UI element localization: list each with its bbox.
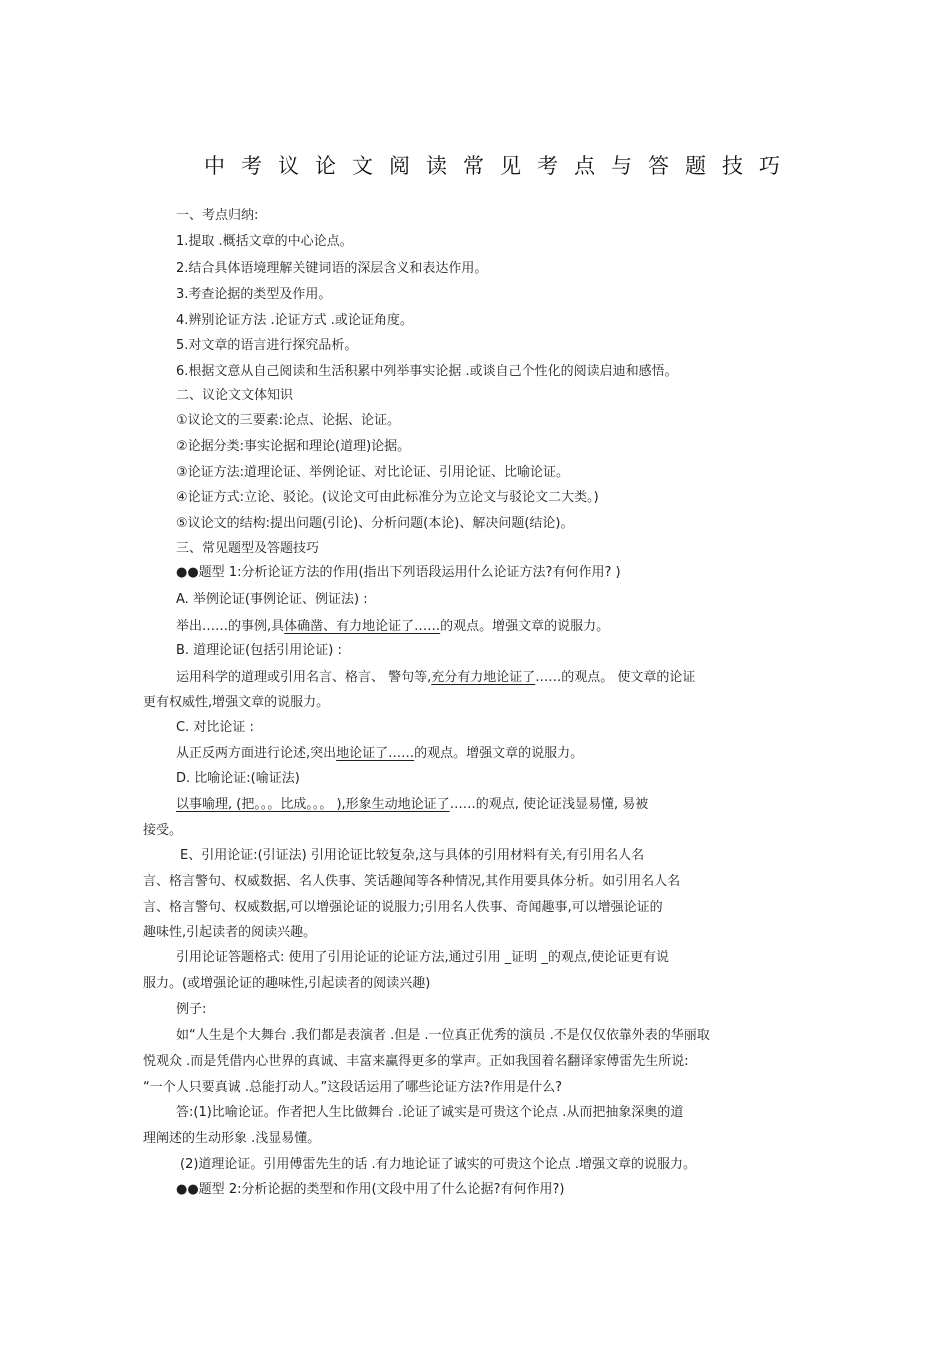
page-title: 中考议论文阅读常见考点与答题技巧 <box>204 154 796 178</box>
list-item: ③论证方法:道理论证、举例论证、对比论证、引用论证、比喻论证。 <box>176 465 570 480</box>
answer-text: (2)道理论证。引用傅雷先生的话 .有力地论证了诚实的可贵这个论点 .增强文章的说服力。 <box>180 1157 696 1172</box>
method-d-text: 以事喻理, (把。。。比成。。。 ),形象生动地论证了……的观点, 使论证浅显易懂, 易被 <box>176 797 649 812</box>
list-item: 6.根据文意从自己阅读和生活积累中列举事实论据 .或谈自己个性化的阅读启迪和感悟。 <box>176 364 678 379</box>
section-3-heading: 三、常见题型及答题技巧 <box>176 541 320 556</box>
list-item: ②论据分类:事实论据和理论(道理)论据。 <box>176 439 411 454</box>
method-e-text: 言、格言警句、权威数据、名人佚事、笑话趣闻等各种情况,其作用要具体分析。如引用名人名 <box>143 874 681 889</box>
method-b-text-cont: 更有权威性,增强文章的说服力。 <box>143 695 330 710</box>
method-e-text: E、引用论证:(引证法) 引用论证比较复杂,这与具体的引用材料有关,有引用名人名 <box>180 848 645 863</box>
method-c-text: 从正反两方面进行论述,突出地论证了……的观点。增强文章的说服力。 <box>176 746 584 761</box>
method-a-label: A. 举例论证(事例论证、例证法) : <box>176 592 368 607</box>
example-label: 例子: <box>176 1002 207 1017</box>
question-type-1: ●●题型 1:分析论证方法的作用(指出下列语段运用什么论证方法?有何作用? ) <box>176 565 621 580</box>
example-text: “一个人只要真诚 .总能打动人。”这段话运用了哪些论证方法?作用是什么? <box>143 1080 563 1095</box>
answer-format-cont: 服力。(或增强论证的趣味性,引起读者的阅读兴趣) <box>143 976 431 991</box>
list-item: ⑤议论文的结构:提出问题(引论)、分析问题(本论)、解决问题(结论)。 <box>176 516 574 531</box>
question-type-2: ●●题型 2:分析论据的类型和作用(文段中用了什么论据?有何作用?) <box>176 1182 565 1197</box>
example-text: 悦观众 .而是凭借内心世界的真诚、丰富来赢得更多的掌声。正如我国着名翻译家傅雷先生所说: <box>143 1054 689 1069</box>
method-d-text-cont: 接受。 <box>143 823 183 838</box>
method-b-label: B. 道理论证(包括引用论证) : <box>176 643 342 658</box>
method-d-label: D. 比喻论证:(喻证法) <box>176 771 300 786</box>
answer-format: 引用论证答题格式: 使用了引用论证的论证方法,通过引用 _证明 _的观点,使论证更有说 <box>176 950 670 965</box>
list-item: 5.对文章的语言进行探究品析。 <box>176 338 358 353</box>
section-2-heading: 二、议论文文体知识 <box>176 388 294 403</box>
method-c-label: C. 对比论证 : <box>176 720 254 735</box>
list-item: ④论证方式:立论、驳论。(议论文可由此标准分为立论文与驳论文二大类。) <box>176 490 599 505</box>
list-item: ①议论文的三要素:论点、论据、论证。 <box>176 413 401 428</box>
list-item: 4.辨别论证方法 .论证方式 .或论证角度。 <box>176 313 413 328</box>
answer-text: 理阐述的生动形象 .浅显易懂。 <box>143 1131 321 1146</box>
method-b-text: 运用科学的道理或引用名言、格言、 警句等,充分有力地论证了……的观点。 使文章的论证 <box>176 670 696 685</box>
method-e-text: 言、格言警句、权威数据,可以增强论证的说服力;引用名人佚事、奇闻趣事,可以增强论证的 <box>143 900 663 915</box>
list-item: 1.提取 .概括文章的中心论点。 <box>176 234 353 249</box>
list-item: 3.考查论据的类型及作用。 <box>176 287 332 302</box>
method-a-text: 举出……的事例,具体确凿、有力地论证了……的观点。增强文章的说服力。 <box>176 619 610 634</box>
example-text: 如“人生是个大舞台 .我们都是表演者 .但是 .一位真正优秀的演员 .不是仅仅依靠外表的华丽取 <box>176 1028 710 1043</box>
answer-text: 答:(1)比喻论证。作者把人生比做舞台 .论证了诚实是可贵这个论点 .从而把抽象深奥的道 <box>176 1105 684 1120</box>
method-e-text: 趣味性,引起读者的阅读兴趣。 <box>143 925 317 940</box>
list-item: 2.结合具体语境理解关键词语的深层含义和表达作用。 <box>176 261 488 276</box>
section-1-heading: 一、考点归纳: <box>176 208 259 223</box>
